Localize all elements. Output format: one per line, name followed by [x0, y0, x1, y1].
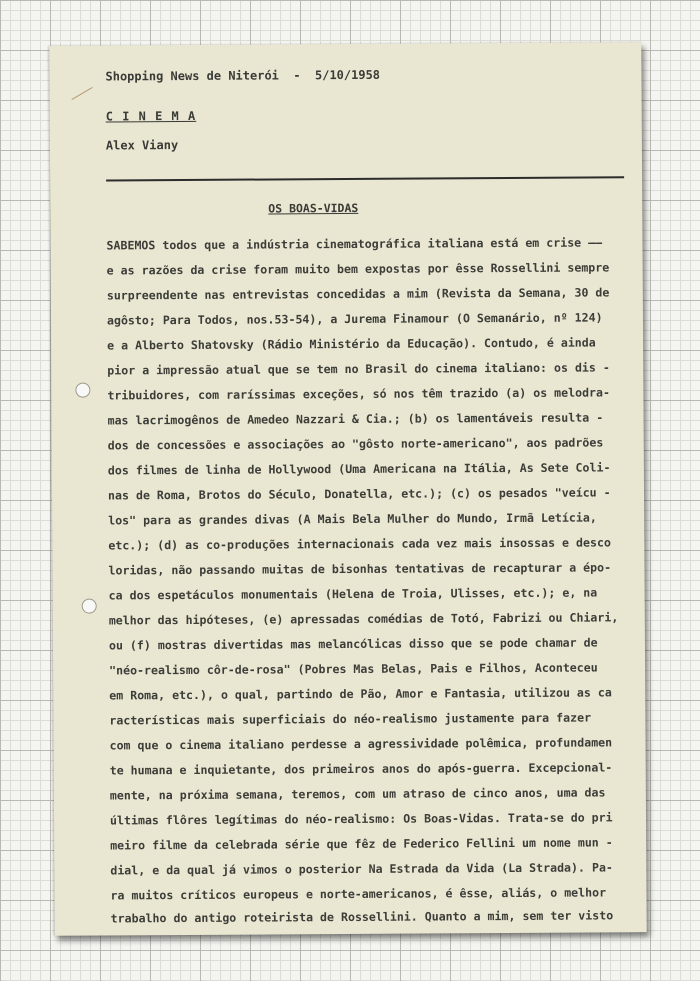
text-line: surpreendente nas entrevistas concedidas a mim (Revista da Semana, 30 de — [106, 285, 610, 303]
text-line: últimas flôres legítimas do néo-realismo: Os Boas-Vidas. Trata-se do pri — [109, 810, 613, 828]
text-line: agôsto; Para Todos, nos.53-54), a Jurema Finamour (O Semanário, nº 124) — [106, 310, 603, 328]
text-line: "néo-realismo côr-de-rosa" (Pobres Mas Belas, Pais e Filhos, Aconteceu — [109, 660, 598, 678]
text-line: te humana e inquietante, dos primeiros anos do após-guerra. Excepcional- — [109, 760, 613, 778]
punch-hole-top — [75, 383, 90, 398]
text-line: mas lacrimogênos de Amedeo Nazzari & Cia.; (b) os lamentáveis resulta - — [107, 410, 604, 428]
text-line: ra muitos críticos europeus e norte-americanos, é êsse, aliás, o melhor — [110, 885, 607, 903]
text-line: nas de Roma, Brotos do Século, Donatella, etc.); (c) os pesados "veícu - — [107, 485, 611, 503]
text-line: trabalho do antigo roteirista de Rossellini. Quanto a mim, sem ter visto — [110, 908, 614, 926]
text-line: dos filmes de linha de Hollywood (Uma Americana na Itália, As Sete Coli- — [107, 460, 611, 478]
article-title: OS BOAS-VIDAS — [268, 200, 359, 216]
text-line: SABEMOS todos que a indústria cinematográfica italiana está em crise —— — [106, 235, 603, 253]
text-line: racterísticas mais superficiais do néo-realismo justamente para fazer — [109, 710, 592, 728]
ink-mark — [66, 78, 92, 100]
text-line: dos de concessões e associações ao "gôsto norte-americano", aos padrões — [107, 435, 604, 453]
text-line: dial, e da qual já vimos o posterior Na Estrada da Vida (La Strada). Pa- — [110, 860, 613, 878]
source-line: Shopping News de Niterói - 5/10/1958 — [105, 67, 381, 84]
text-line: melhor das hipóteses, (e) apressadas comédias de Totó, Fabrizi ou Chiari, — [108, 610, 619, 628]
text-line: com que o cinema italiano perdesse a agressividade polêmica, profundamen — [109, 735, 613, 753]
punch-hole-bottom — [82, 599, 97, 614]
text-line: loridas, não passando muitas de bisonhas tentativas de recapturar a épo- — [108, 560, 612, 578]
text-line: ou (f) mostras divertidas mas melancólicas disso que se pode chamar de — [108, 635, 598, 653]
text-line: ca dos espetáculos monumentais (Helena de Troia, Ulisses, etc.); e, na — [108, 585, 598, 603]
text-line: los" para as grandes divas (A Mais Bela Mulher do Mundo, Irmã Letícia, — [108, 510, 597, 528]
text-line: em Roma, etc.), o qual, partindo de Pão, Amor e Fantasia, utilizou as ca — [109, 685, 612, 703]
text-line: e a Alberto Shatovsky (Rádio Ministério da Educação). Contudo, é ainda — [107, 335, 596, 353]
typewritten-page — [49, 42, 646, 936]
text-line: etc.); (d) as co-produções internacionais cada vez mais insossas e desco — [108, 535, 611, 553]
text-line: mente, na próxima semana, teremos, com um atraso de cinco anos, uma das — [109, 785, 606, 803]
text-line: pior a impressão atual que se tem no Brasil do cinema italiano: os dis - — [107, 360, 610, 378]
text-line: e as razões da crise foram muito bem expostas por êsse Rossellini sempre — [106, 260, 610, 278]
text-line: tribuidores, com raríssimas exceções, só nos têm trazido (a) os melodra- — [107, 385, 611, 403]
section-heading: C I N E M A — [105, 108, 197, 124]
text-line: meiro filme da celebrada série que fêz de Federico Fellini um nome mun - — [110, 835, 613, 853]
divider-rule — [106, 176, 624, 181]
author-name: Alex Viany — [105, 138, 179, 153]
